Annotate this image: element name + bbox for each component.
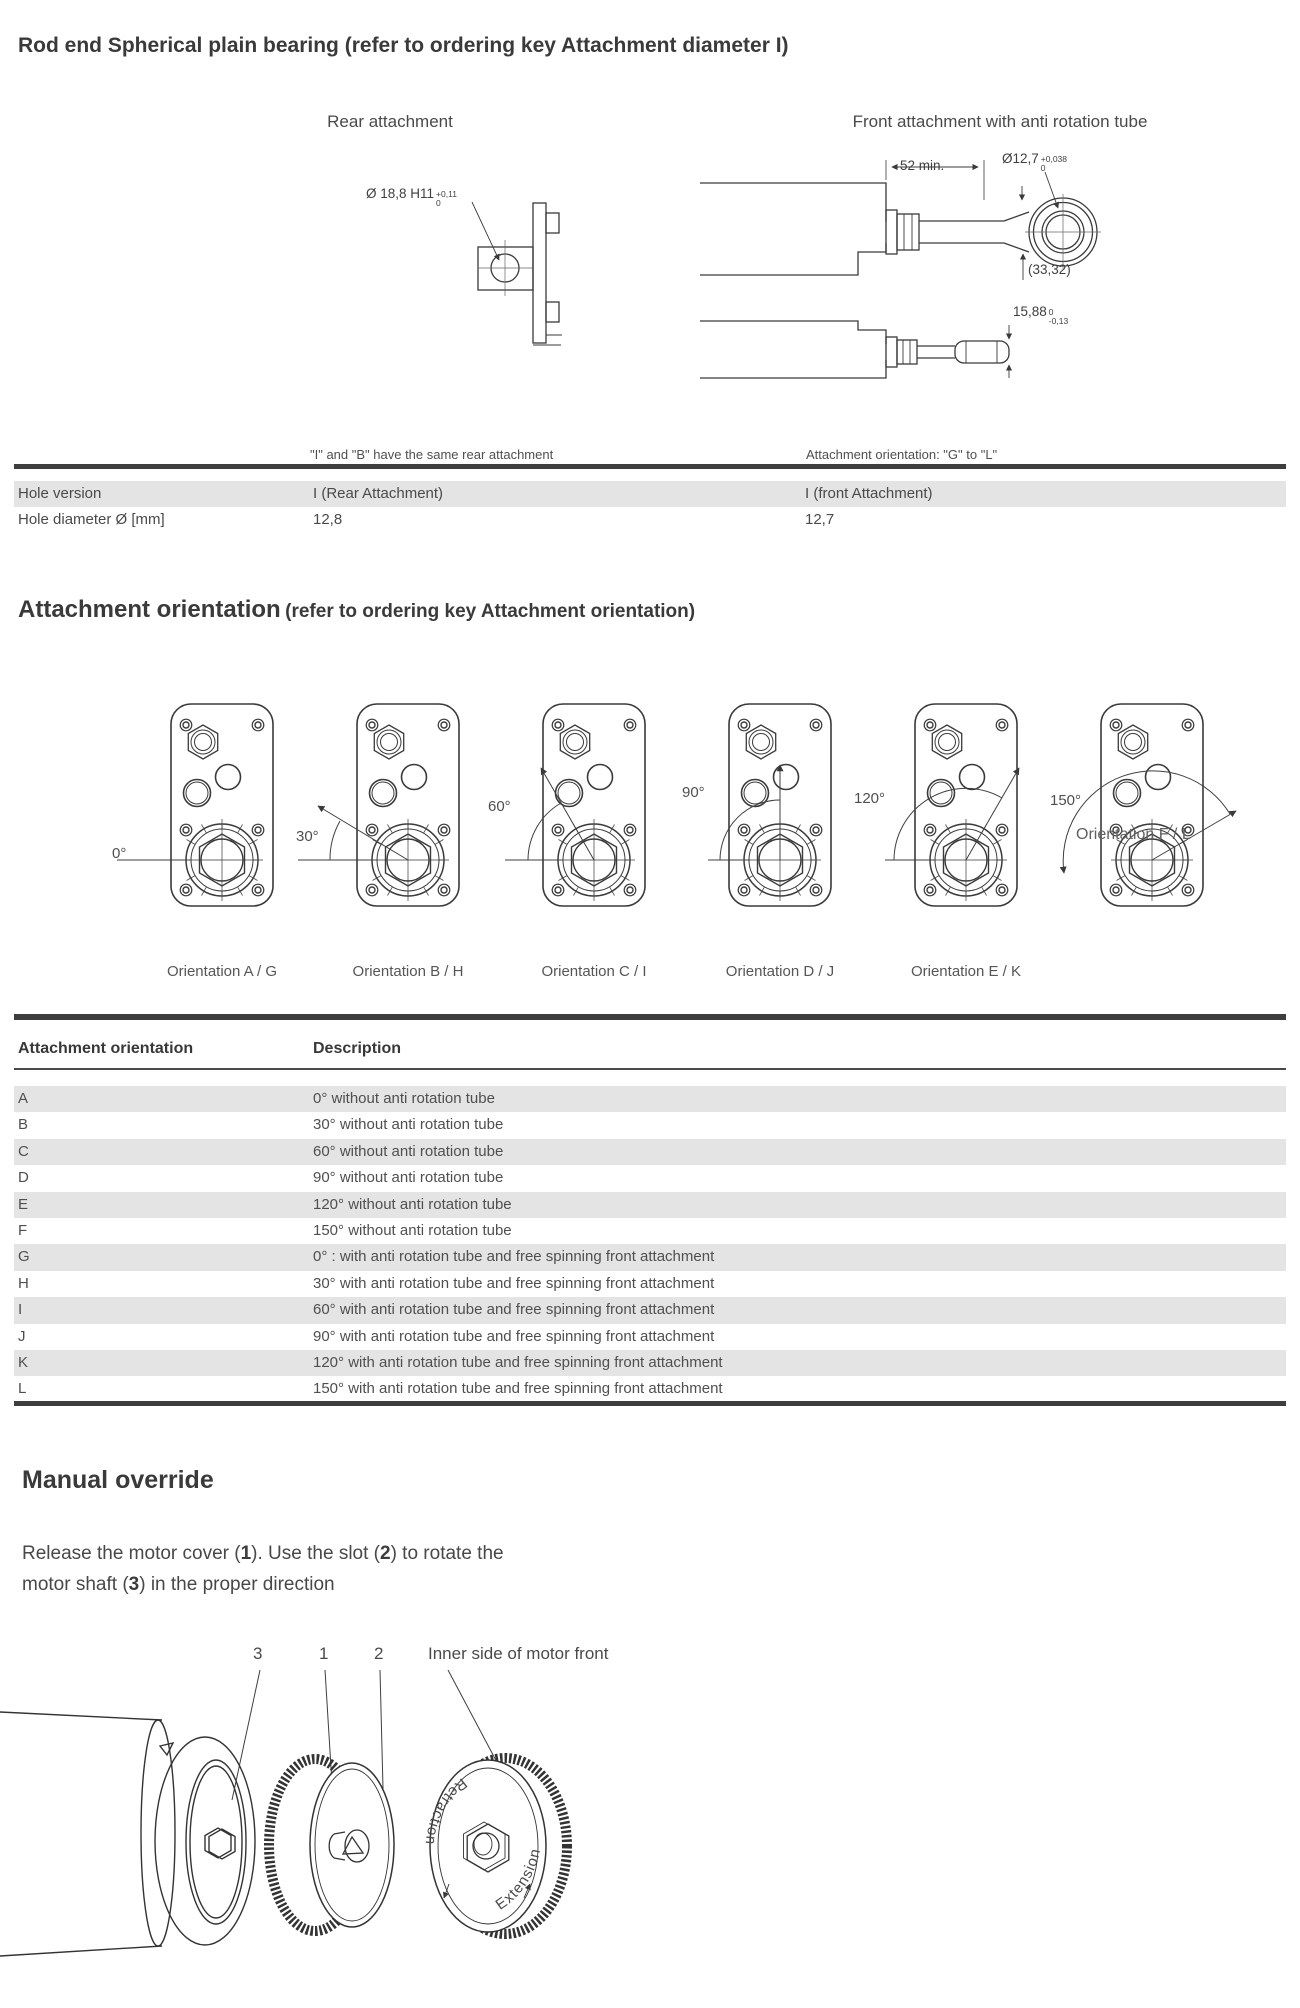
motor-cover [269, 1759, 394, 1931]
table-row: J 90° with anti rotation tube and free spinning front attachment [18, 1327, 715, 1345]
front-bore-dimension: Ø12,7 +0,038 0 [1002, 151, 1068, 173]
angle-label-30: 30° [296, 828, 319, 845]
callout-1: 1 [319, 1644, 329, 1663]
front-thickness-dimension: 15,88 0 -0,13 [1013, 304, 1069, 326]
table-row: D 90° without anti rotation tube [18, 1169, 504, 1187]
rear-attachment-caption: "I" and "B" have the same rear attachment [310, 447, 554, 462]
angle-annotations [117, 765, 1236, 873]
gearbox-diagram-120 [915, 704, 1017, 906]
rear-attachment-label: Rear attachment [327, 112, 453, 131]
orientation-caption-3: Orientation D / J [725, 963, 835, 980]
table-top-rule [14, 1014, 1286, 1020]
table-row: G 0° : with anti rotation tube and free spinning front attachment [14, 1244, 1286, 1270]
table-row: L 150° with anti rotation tube and free spinning front attachment [18, 1380, 723, 1398]
angle-label-120: 120° [854, 790, 886, 807]
callout-3: 3 [253, 1644, 263, 1663]
gearbox-diagram-150 [1101, 704, 1203, 906]
motor-shaft-hex [205, 1828, 235, 1859]
front-attachment-label: Front attachment with anti rotation tube [852, 112, 1148, 131]
section-title-manual-override: Manual override [22, 1466, 214, 1494]
manual-override-drawing [0, 1660, 700, 2008]
table-row: Hole diameter Ø [mm] 12,8 12,7 [18, 511, 835, 528]
bearing-drawings [0, 140, 1300, 430]
table-row: C 60° without anti rotation tube [14, 1139, 1286, 1165]
inner-side-label: Inner side of motor front [428, 1644, 609, 1663]
manual-override-paragraph: Release the motor cover (1). Use the slot (2) to rotate the motor shaft (3) in the proper direction [22, 1543, 504, 1595]
front-min-length-dimension: 52 min. [900, 158, 945, 173]
table-row: H 30° with anti rotation tube and free spinning front attachment [18, 1274, 715, 1292]
callout-2: 2 [374, 1644, 384, 1663]
table-bottom-rule [14, 1401, 1286, 1406]
page-title: Rod end Spherical plain bearing (refer to ordering key Attachment diameter I) [18, 34, 789, 57]
front-attachment-caption: Attachment orientation: "G" to "L" [806, 447, 998, 462]
orientation-caption-0: Orientation A / G [166, 963, 278, 980]
table-row: I 60° with anti rotation tube and free spinning front attachment [14, 1297, 1286, 1323]
table-row: K 120° with anti rotation tube and free spinning front attachment [14, 1350, 1286, 1376]
table-row: A 0° without anti rotation tube [14, 1086, 1286, 1112]
front-attachment-side-view [700, 321, 1009, 378]
gearbox-diagram-30 [357, 704, 459, 906]
gearbox-diagram-0 [171, 704, 273, 906]
angle-label-90: 90° [682, 784, 705, 801]
table-top-rule [14, 464, 1286, 469]
column-header-description: Description [313, 1040, 402, 1057]
angle-label-0: 0° [112, 845, 127, 862]
table-row: E 120° without anti rotation tube [14, 1192, 1286, 1218]
column-header-attachment-orientation: Attachment orientation [18, 1040, 194, 1057]
orientation-caption-5: Orientation F / L [1076, 826, 1191, 843]
orientation-caption-1: Orientation B / H [352, 963, 464, 980]
table-row: B 30° without anti rotation tube [18, 1116, 504, 1134]
inner-motor-front [422, 1758, 567, 1934]
rear-hole-dimension: Ø 18,8 H11 +0,11 0 [366, 186, 457, 208]
angle-label-60: 60° [488, 798, 511, 815]
rear-attachment-drawing [472, 202, 562, 345]
front-offset-dimension: (33,32) [1028, 262, 1071, 277]
retraction-label: Retraction [421, 1774, 471, 1847]
angle-label-150: 150° [1050, 792, 1082, 809]
extension-label: Extension [492, 1846, 545, 1914]
orientation-caption-2: Orientation C / I [541, 963, 647, 980]
rod-end-eye [1025, 194, 1101, 270]
motor-body [0, 1712, 255, 1956]
table-row: F 150° without anti rotation tube [18, 1222, 512, 1239]
table-row: Hole version I (Rear Attachment) I (front Attachment) [14, 481, 1286, 507]
section-title-attachment-orientation: Attachment orientation (refer to ordering key Attachment orientation) [18, 596, 696, 623]
header-rule [14, 1068, 1286, 1070]
orientation-caption-4: Orientation E / K [910, 963, 1022, 980]
